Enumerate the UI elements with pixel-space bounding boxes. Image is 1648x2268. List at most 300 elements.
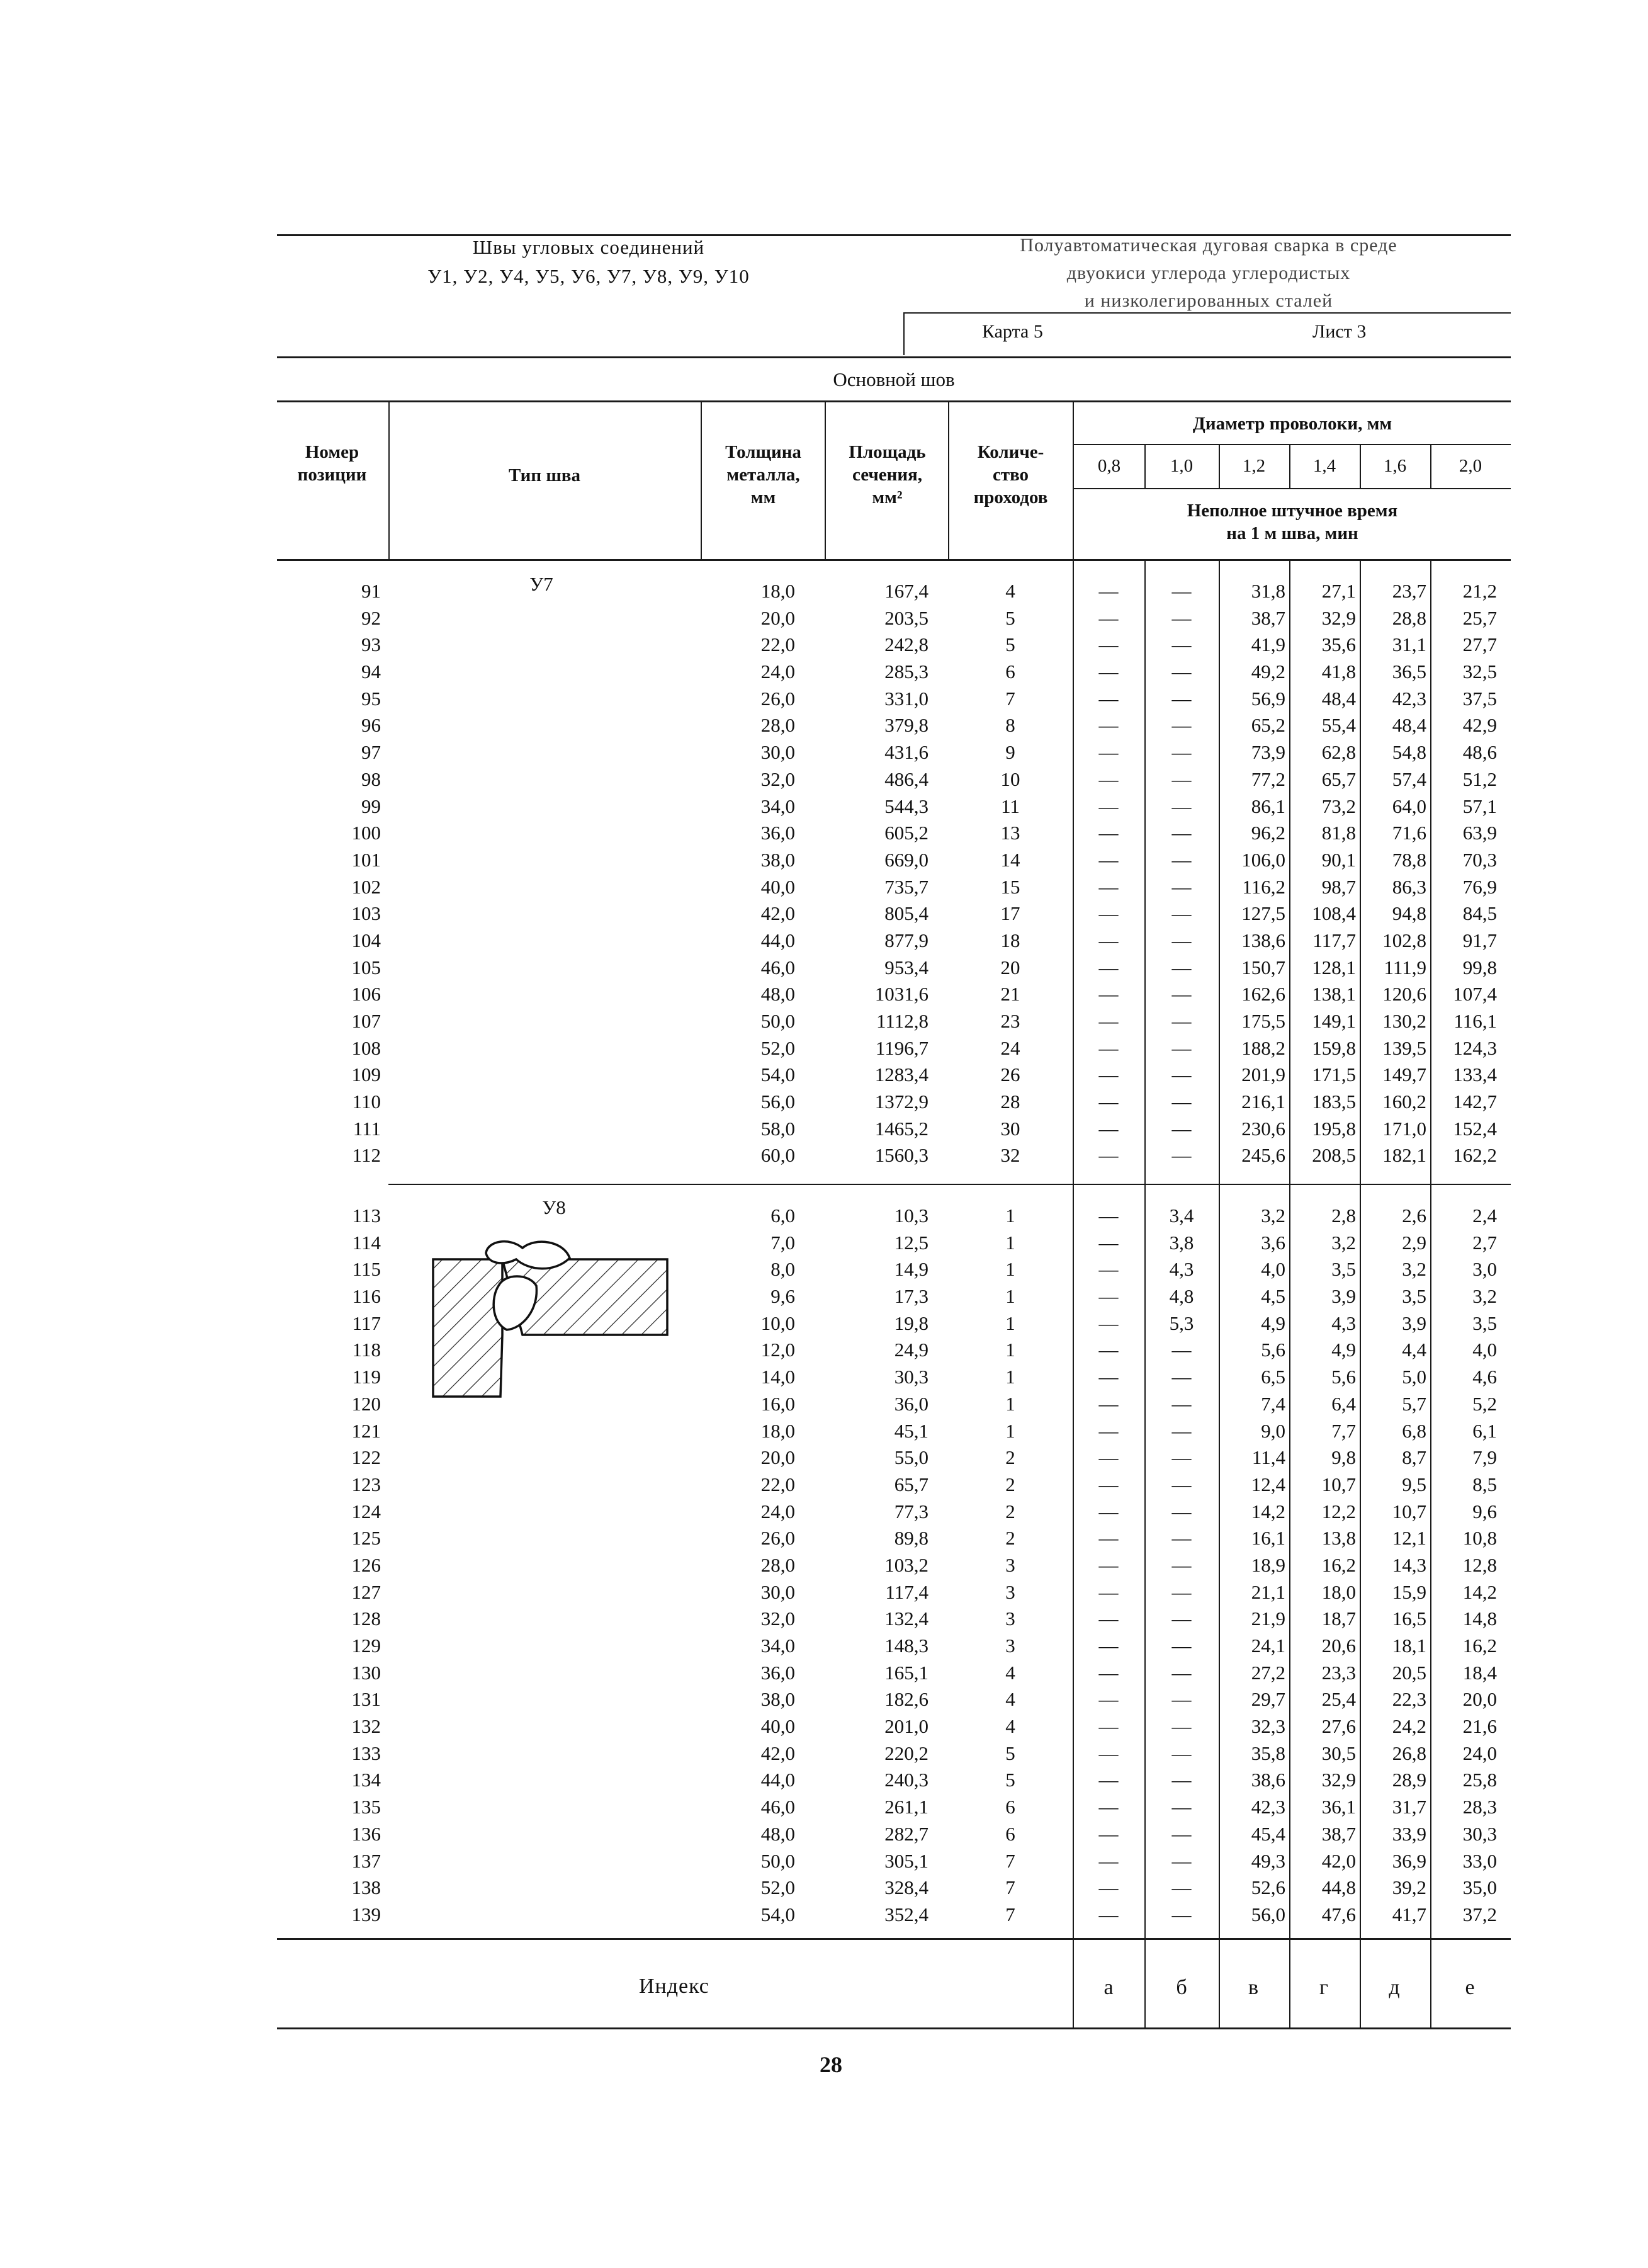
table-cell: — [1098, 1010, 1119, 1032]
col-time [1074, 499, 1511, 545]
table-cell: — [1171, 1527, 1192, 1550]
vline-diam-4 [1360, 444, 1361, 488]
table-cell: 108 [351, 1036, 381, 1059]
col-area [826, 441, 949, 509]
table-cell: 41,7 [1392, 1903, 1426, 1925]
table-cell: 49,2 [1251, 661, 1285, 683]
table-cell: 1196,7 [875, 1036, 928, 1059]
group2-col-passes [948, 1203, 1073, 1929]
table-cell: 32,0 [760, 1607, 795, 1630]
table-cell: — [1098, 580, 1119, 602]
table-cell: 4,4 [1402, 1339, 1426, 1361]
table-cell: 104 [351, 929, 381, 951]
table-cell: 39,2 [1392, 1876, 1426, 1899]
table-cell: 5,7 [1402, 1392, 1426, 1415]
table-cell: 96,2 [1251, 822, 1285, 844]
table-cell: 159,8 [1312, 1036, 1356, 1059]
table-cell: — [1171, 822, 1192, 844]
table-cell: 115 [352, 1258, 381, 1281]
weld-joint-figure [428, 1234, 680, 1404]
table-cell: 14,3 [1392, 1553, 1426, 1576]
table-cell: 1 [1005, 1285, 1015, 1308]
table-cell: 116,1 [1453, 1010, 1497, 1032]
table-cell: 18 [1000, 929, 1020, 951]
table-cell: 48,0 [760, 1822, 795, 1845]
table-cell: 10,0 [760, 1312, 795, 1334]
table-cell: 102 [351, 875, 381, 898]
table-cell: 7,4 [1261, 1392, 1285, 1415]
table-cell: 18,0 [760, 1419, 795, 1442]
table-cell: — [1171, 1446, 1192, 1469]
table-cell: 10 [1000, 768, 1020, 790]
group1-col-passes [948, 578, 1073, 1169]
table-cell: — [1098, 1580, 1119, 1603]
table-cell: 62,8 [1321, 741, 1356, 764]
table-cell: 27,1 [1321, 580, 1356, 602]
table-cell: 32,0 [760, 768, 795, 790]
table-cell: 1 [1005, 1366, 1015, 1388]
table-cell: — [1171, 1500, 1192, 1522]
table-cell: 26 [1000, 1063, 1020, 1086]
table-cell: 24,0 [1462, 1742, 1497, 1764]
table-cell: 20,6 [1321, 1635, 1356, 1657]
group-separator [388, 1184, 1511, 1185]
table-cell: 102,8 [1382, 929, 1426, 951]
group2-col-area [825, 1203, 928, 1929]
table-cell: 23,7 [1392, 580, 1426, 602]
table-cell: 8 [1005, 714, 1015, 737]
table-cell: 3 [1005, 1635, 1015, 1657]
group1-col-d10 [1144, 578, 1219, 1169]
table-cell: 12,0 [760, 1339, 795, 1361]
table-cell: 12,5 [894, 1231, 928, 1254]
group2-col-position [277, 1203, 381, 1929]
col-passes-line3: проходов [973, 487, 1048, 507]
table-cell: 3,0 [1472, 1258, 1497, 1281]
table-cell: 3,9 [1402, 1312, 1426, 1334]
header-inner-rule [903, 312, 1511, 314]
table-cell: 10,8 [1462, 1527, 1497, 1550]
table-cell: 240,3 [884, 1769, 928, 1791]
table-cell: 6,4 [1331, 1392, 1356, 1415]
col-wire-diameter: Диаметр проволоки, мм [1192, 414, 1392, 434]
table-cell: 4,8 [1169, 1285, 1194, 1308]
table-cell: — [1171, 1473, 1192, 1495]
table-cell: 133,4 [1453, 1063, 1497, 1086]
table-cell: 735,7 [884, 875, 928, 898]
table-cell: 3,5 [1472, 1312, 1497, 1334]
table-cell: 114 [352, 1231, 381, 1254]
table-cell: 20,0 [760, 1446, 795, 1469]
table-cell: 33,0 [1462, 1849, 1497, 1872]
diameter-bottom-rule [1074, 488, 1511, 489]
table-cell: 3,9 [1331, 1285, 1356, 1308]
table-cell: — [1171, 983, 1192, 1006]
table-cell: 28,8 [1392, 606, 1426, 629]
table-cell: 138,1 [1312, 983, 1356, 1006]
table-cell: 57,1 [1462, 795, 1497, 817]
table-cell: 122 [351, 1446, 381, 1469]
table-cell: 137 [351, 1849, 381, 1872]
table-cell: 131 [351, 1688, 381, 1711]
table-cell: 21,9 [1251, 1607, 1285, 1630]
table-cell: 9,6 [1472, 1500, 1497, 1522]
table-cell: 37,2 [1462, 1903, 1497, 1925]
table-cell: — [1098, 687, 1119, 710]
col-area-line2: сечения, [852, 465, 922, 485]
table-cell: 81,8 [1321, 822, 1356, 844]
table-cell: 100 [351, 822, 381, 844]
table-cell: 182,6 [884, 1688, 928, 1711]
table-cell: 12,8 [1462, 1553, 1497, 1576]
table-cell: 136 [351, 1822, 381, 1845]
table-cell: — [1171, 1607, 1192, 1630]
table-cell: 25,4 [1321, 1688, 1356, 1711]
table-cell: 24,0 [760, 661, 795, 683]
table-cell: 14,0 [760, 1366, 795, 1388]
table-cell: — [1098, 1091, 1119, 1113]
table-cell: 107,4 [1453, 983, 1497, 1006]
table-cell: — [1098, 1392, 1119, 1415]
table-cell: 93 [361, 633, 381, 656]
col-passes [949, 441, 1072, 509]
table-cell: — [1098, 1527, 1119, 1550]
diameter-1-6: 1,6 [1383, 456, 1407, 476]
table-cell: 30,3 [1462, 1822, 1497, 1845]
table-cell: 8,0 [770, 1258, 795, 1281]
table-cell: 5,2 [1472, 1392, 1497, 1415]
table-cell: — [1171, 714, 1192, 737]
process-title [906, 232, 1511, 315]
table-cell: 486,4 [884, 768, 928, 790]
table-cell: 953,4 [884, 956, 928, 978]
sheet-number: Лист 3 [1312, 321, 1367, 342]
table-cell: 50,0 [760, 1010, 795, 1032]
table-cell: 26,0 [760, 687, 795, 710]
table-cell: 148,3 [884, 1635, 928, 1657]
table-cell: — [1098, 983, 1119, 1006]
table-cell: 55,4 [1321, 714, 1356, 737]
table-cell: 4 [1005, 1715, 1015, 1738]
table-cell: 91 [361, 580, 381, 602]
table-cell: 125 [351, 1527, 381, 1550]
table-cell: 14 [1000, 848, 1020, 871]
table-cell: 6 [1005, 1822, 1015, 1845]
table-cell: 101 [351, 848, 381, 871]
table-cell: 40,0 [760, 1715, 795, 1738]
table-cell: 65,7 [1321, 768, 1356, 790]
table-cell: — [1171, 1849, 1192, 1872]
table-cell: 86,3 [1392, 875, 1426, 898]
table-cell: 52,0 [760, 1876, 795, 1899]
table-cell: 20,0 [1462, 1688, 1497, 1711]
table-cell: 86,1 [1251, 795, 1285, 817]
table-cell: — [1098, 1419, 1119, 1442]
index-vline-5 [1430, 1938, 1431, 2027]
diameter-0-8: 0,8 [1097, 456, 1121, 476]
table-cell: 32 [1000, 1144, 1020, 1167]
table-cell: — [1171, 902, 1192, 925]
table-cell: 24,1 [1251, 1635, 1285, 1657]
table-cell: — [1171, 1091, 1192, 1113]
table-cell: 669,0 [884, 848, 928, 871]
table-cell: 1 [1005, 1231, 1015, 1254]
table-cell: 3,4 [1169, 1205, 1194, 1227]
table-cell: 17,3 [894, 1285, 928, 1308]
table-cell: 14,2 [1251, 1500, 1285, 1522]
process-line-1: Полуавтоматическая дуговая сварка в среде [1020, 235, 1397, 256]
table-cell: 42,0 [760, 1742, 795, 1764]
table-cell: 1 [1005, 1258, 1015, 1281]
table-cell: 20,5 [1392, 1661, 1426, 1684]
table-cell: 48,4 [1321, 687, 1356, 710]
table-cell: 48,4 [1392, 714, 1426, 737]
table-cell: 106 [351, 983, 381, 1006]
table-cell: 99 [361, 795, 381, 817]
table-cell: — [1098, 1822, 1119, 1845]
table-cell: 3 [1005, 1580, 1015, 1603]
table-cell: 3,5 [1402, 1285, 1426, 1308]
table-cell: — [1171, 1010, 1192, 1032]
table-cell: — [1098, 1769, 1119, 1791]
table-cell: 28,0 [760, 1553, 795, 1576]
table-cell: 76,9 [1462, 875, 1497, 898]
table-cell: — [1171, 1366, 1192, 1388]
col-thickness-line2: металла, [726, 465, 800, 485]
table-cell: 34,0 [760, 1635, 795, 1657]
table-cell: — [1171, 1117, 1192, 1140]
table-cell: — [1098, 1312, 1119, 1334]
table-cell: 54,0 [760, 1063, 795, 1086]
table-cell: 220,2 [884, 1742, 928, 1764]
table-cell: — [1098, 1473, 1119, 1495]
table-cell: 21 [1000, 983, 1020, 1006]
table-cell: 2,8 [1331, 1205, 1356, 1227]
table-cell: 5 [1005, 606, 1015, 629]
table-cell: 48,6 [1462, 741, 1497, 764]
title-line-2: У1, У2, У4, У5, У6, У7, У8, У9, У10 [427, 265, 750, 287]
table-cell: 15,9 [1392, 1580, 1426, 1603]
table-cell: 36,0 [760, 822, 795, 844]
diameter-1-4: 1,4 [1312, 456, 1336, 476]
table-cell: 124 [351, 1500, 381, 1522]
table-cell: 328,4 [884, 1876, 928, 1899]
table-cell: 12,4 [1251, 1473, 1285, 1495]
table-cell: 7,0 [770, 1231, 795, 1254]
group1-col-area [825, 578, 928, 1169]
table-cell: 242,8 [884, 633, 928, 656]
table-cell: 4,0 [1261, 1258, 1285, 1281]
table-cell: 24,0 [760, 1500, 795, 1522]
table-cell: 2 [1005, 1446, 1015, 1469]
table-cell: 1560,3 [874, 1144, 928, 1167]
table-cell: 65,2 [1251, 714, 1285, 737]
col-thickness-line1: Толщина [725, 442, 801, 462]
table-cell: 4,9 [1331, 1339, 1356, 1361]
table-cell: — [1098, 875, 1119, 898]
table-cell: 6 [1005, 661, 1015, 683]
index-d: д [1389, 1976, 1400, 1999]
table-cell: 38,7 [1321, 1822, 1356, 1845]
table-cell: 117 [352, 1312, 381, 1334]
table-cell: 36,0 [894, 1392, 928, 1415]
group2-col-d10 [1144, 1203, 1219, 1929]
table-cell: — [1098, 822, 1119, 844]
table-cell: — [1098, 768, 1119, 790]
table-cell: 45,1 [894, 1419, 928, 1442]
table-cell: — [1171, 1661, 1192, 1684]
table-cell: 175,5 [1241, 1010, 1285, 1032]
table-cell: 21,2 [1462, 580, 1497, 602]
vline-header-2 [701, 400, 702, 559]
table-cell: 113 [352, 1205, 381, 1227]
table-cell: 91,7 [1462, 929, 1497, 951]
table-cell: 124,3 [1453, 1036, 1497, 1059]
table-cell: — [1098, 1258, 1119, 1281]
table-cell: 30,5 [1321, 1742, 1356, 1764]
table-cell: — [1171, 1822, 1192, 1845]
diameter-1-2: 1,2 [1242, 456, 1266, 476]
table-cell: 24,2 [1392, 1715, 1426, 1738]
table-cell: 73,9 [1251, 741, 1285, 764]
table-cell: 4 [1005, 580, 1015, 602]
table-cell: 1283,4 [874, 1063, 928, 1086]
table-cell: 2,4 [1472, 1205, 1497, 1227]
table-cell: 47,6 [1321, 1903, 1356, 1925]
table-cell: — [1098, 714, 1119, 737]
table-cell: 77,2 [1251, 768, 1285, 790]
table-cell: 31,1 [1392, 633, 1426, 656]
table-cell: 6 [1005, 1796, 1015, 1818]
table-cell: 44,8 [1321, 1876, 1356, 1899]
table-cell: — [1171, 1580, 1192, 1603]
table-cell: 46,0 [760, 1796, 795, 1818]
table-cell: 26,0 [760, 1527, 795, 1550]
table-cell: 130 [351, 1661, 381, 1684]
table-cell: 3,6 [1261, 1231, 1285, 1254]
group1-col-thickness [701, 578, 795, 1169]
table-cell: 152,4 [1453, 1117, 1497, 1140]
table-cell: — [1098, 1635, 1119, 1657]
table-cell: — [1171, 1742, 1192, 1764]
group2-col-d08 [1073, 1203, 1144, 1929]
table-cell: 2,9 [1402, 1231, 1426, 1254]
col-area-line3: мм² [872, 487, 903, 507]
table-cell: — [1098, 1036, 1119, 1059]
table-cell: 5 [1005, 1769, 1015, 1791]
table-cell: 142,7 [1453, 1091, 1497, 1113]
vline-header-4 [948, 400, 949, 559]
table-cell: — [1098, 661, 1119, 683]
table-cell: 201,0 [884, 1715, 928, 1738]
group1-col-d08 [1073, 578, 1144, 1169]
table-cell: 132 [351, 1715, 381, 1738]
table-cell: 139,5 [1382, 1036, 1426, 1059]
table-cell: 24 [1000, 1036, 1020, 1059]
table-cell: 130,2 [1382, 1010, 1426, 1032]
table-cell: 5,3 [1169, 1312, 1194, 1334]
table-cell: 331,0 [884, 687, 928, 710]
table-cell: 18,0 [1321, 1580, 1356, 1603]
col-seam-type: Тип шва [509, 465, 580, 485]
table-cell: 15 [1000, 875, 1020, 898]
table-cell: 6,5 [1261, 1366, 1285, 1388]
table-cell: 12,1 [1392, 1527, 1426, 1550]
table-cell: 89,8 [894, 1527, 928, 1550]
table-cell: — [1098, 606, 1119, 629]
table-cell: 54,0 [760, 1903, 795, 1925]
table-cell: 33,9 [1392, 1822, 1426, 1845]
table-cell: 60,0 [760, 1144, 795, 1167]
table-cell: — [1171, 1688, 1192, 1711]
table-cell: 188,2 [1241, 1036, 1285, 1059]
diameter-1-0: 1,0 [1170, 456, 1194, 476]
table-cell: 3 [1005, 1607, 1015, 1630]
table-cell: 36,1 [1321, 1796, 1356, 1818]
table-cell: — [1171, 633, 1192, 656]
table-cell: — [1171, 1339, 1192, 1361]
vline-diam-2 [1219, 444, 1220, 488]
table-cell: — [1171, 1419, 1192, 1442]
table-cell: — [1098, 1339, 1119, 1361]
table-cell: 13 [1000, 822, 1020, 844]
table-cell: 96 [361, 714, 381, 737]
table-cell: 32,5 [1462, 661, 1497, 683]
table-cell: 5 [1005, 1742, 1015, 1764]
table-cell: 8,5 [1472, 1473, 1497, 1495]
table-cell: 4,3 [1331, 1312, 1356, 1334]
table-cell: 9,5 [1402, 1473, 1426, 1495]
col-time-line1: Неполное штучное время [1187, 501, 1398, 521]
table-cell: 50,0 [760, 1849, 795, 1872]
header-divider [903, 312, 905, 355]
index-e: е [1465, 1976, 1475, 1999]
table-cell: — [1098, 1231, 1119, 1254]
table-cell: 8,7 [1402, 1446, 1426, 1469]
table-cell: 117,7 [1312, 929, 1356, 951]
table-cell: 29,7 [1251, 1688, 1285, 1711]
table-cell: 165,1 [884, 1661, 928, 1684]
table-cell: 4,3 [1169, 1258, 1194, 1281]
table-cell: 261,1 [884, 1796, 928, 1818]
table-cell: — [1098, 633, 1119, 656]
table-cell: 3,5 [1331, 1258, 1356, 1281]
table-cell: 58,0 [760, 1117, 795, 1140]
table-cell: 40,0 [760, 875, 795, 898]
table-cell: 21,1 [1251, 1580, 1285, 1603]
table-cell: 9,6 [770, 1285, 795, 1308]
table-cell: 139 [351, 1903, 381, 1925]
vline-header-3 [825, 400, 826, 559]
table-cell: 30,3 [894, 1366, 928, 1388]
index-vline-1 [1144, 1938, 1146, 2027]
table-cell: 25,8 [1462, 1769, 1497, 1791]
table-cell: 28,0 [760, 714, 795, 737]
table-cell: 35,8 [1251, 1742, 1285, 1764]
table-cell: 138 [351, 1876, 381, 1899]
table-cell: — [1098, 848, 1119, 871]
group1-col-d20 [1430, 578, 1497, 1169]
table-cell: 56,9 [1251, 687, 1285, 710]
table-cell: 285,3 [884, 661, 928, 683]
table-cell: 84,5 [1462, 902, 1497, 925]
table-cell: 22,0 [760, 633, 795, 656]
table-cell: — [1171, 1392, 1192, 1415]
table-cell: 31,8 [1251, 580, 1285, 602]
table-cell: 10,7 [1392, 1500, 1426, 1522]
table-cell: 90,1 [1321, 848, 1356, 871]
seam-type-u8: У8 [542, 1196, 566, 1218]
